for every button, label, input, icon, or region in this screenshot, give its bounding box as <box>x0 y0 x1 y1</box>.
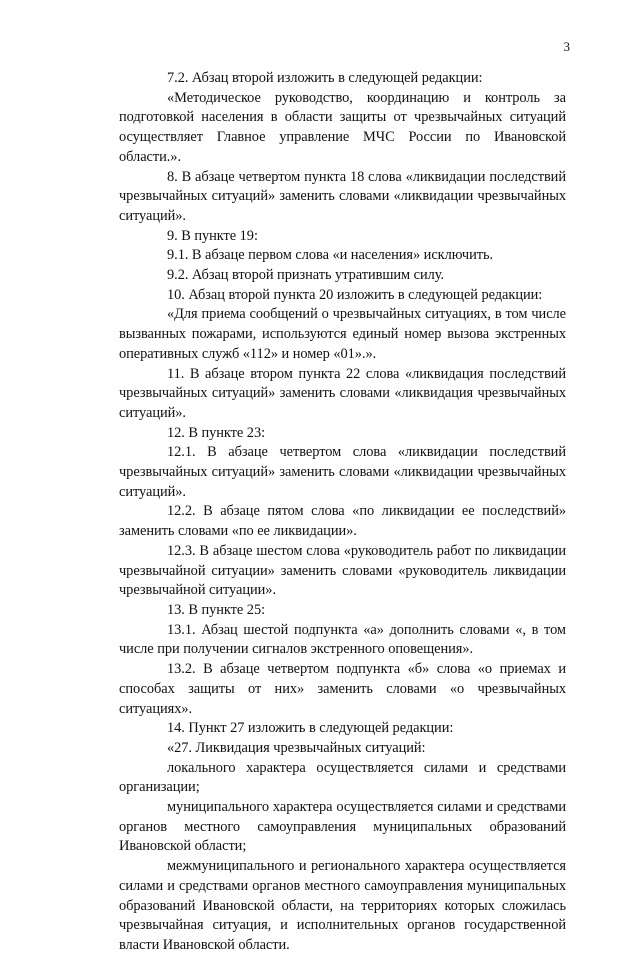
paragraph-13-2: 13.2. В абзаце четвертом подпункта «б» слова «о приемах и способах защиты от них» заменить словами «о чрезвычайных ситуациях». <box>119 661 566 717</box>
paragraph-9-2: 9.2. Абзац второй признать утратившим силу. <box>167 267 445 284</box>
paragraph-11: 11. В абзаце втором пункта 22 слова «ликвидация последствий чрезвычайных ситуаций» заменить словами «ликвидация чрезвычайных ситуаций». <box>119 365 566 421</box>
paragraph-10: 10. Абзац второй пункта 20 изложить в следующей редакции: <box>167 286 543 303</box>
quoted-text-10: «Для приема сообщений о чрезвычайных ситуациях, в том числе вызванных пожарами, используются единый номер вызова экстренных оперативных служб «112» и номер «01».». <box>119 306 566 362</box>
paragraph-13: 13. В пункте 25: <box>167 601 266 618</box>
paragraph-8: 8. В абзаце четвертом пункта 18 слова «ликвидации последствий чрезвычайных ситуаций» заменить словами «ликвидации чрезвычайных ситуаций». <box>119 168 566 224</box>
paragraph-12-3: 12.3. В абзаце шестом слова «руководитель работ по ликвидации чрезвычайной ситуации» заменить словами «руководитель ликвидации чрезвычайной ситуации». <box>119 542 566 599</box>
paragraph-12-2: 12.2. В абзаце пятом слова «по ликвидации ее последствий» заменить словами «по ее ликвидации». <box>119 503 566 540</box>
paragraph-12: 12. В пункте 23: <box>167 424 266 441</box>
paragraph-14: 14. Пункт 27 изложить в следующей редакции: <box>167 720 454 737</box>
paragraph-7-2: 7.2. Абзац второй изложить в следующей редакции: <box>167 70 483 86</box>
paragraph-9: 9. В пункте 19: <box>167 227 258 244</box>
quoted-text-7-2: «Методическое руководство, координацию и контроль за подготовкой населения в области защиты от чрезвычайных ситуаций осуществляет Главное управление МЧС России по Ивановской области.». <box>119 89 566 165</box>
document-body <box>119 69 566 956</box>
list-item-municipal: муниципального характера осуществляется силами и средствами органов местного самоуправления муниципальных образований Ивановской области; <box>119 799 566 855</box>
list-item-regional: межмуниципального и регионального характера осуществляется силами и средствами органов местного самоуправления муниципальных образований Ивановской области, на территориях которых сложилась чрезвычайная ситуация, и исполнительных органов государственной власти Ивановской области. <box>119 858 566 953</box>
quoted-text-27-heading: «27. Ликвидация чрезвычайных ситуаций: <box>167 739 426 756</box>
page-number: 3 <box>563 39 570 54</box>
paragraph-9-1: 9.1. В абзаце первом слова «и населения» исключить. <box>167 247 494 264</box>
paragraph-13-1: 13.1. Абзац шестой подпункта «а» дополнить словами «, в том числе при получении сигналов экстренного оповещения». <box>119 621 566 658</box>
paragraph-12-1: 12.1. В абзаце четвертом слова «ликвидации последствий чрезвычайных ситуаций» заменить словами «ликвидации чрезвычайных ситуаций». <box>119 444 566 500</box>
list-item-local: локального характера осуществляется силами и средствами организации; <box>119 759 566 796</box>
